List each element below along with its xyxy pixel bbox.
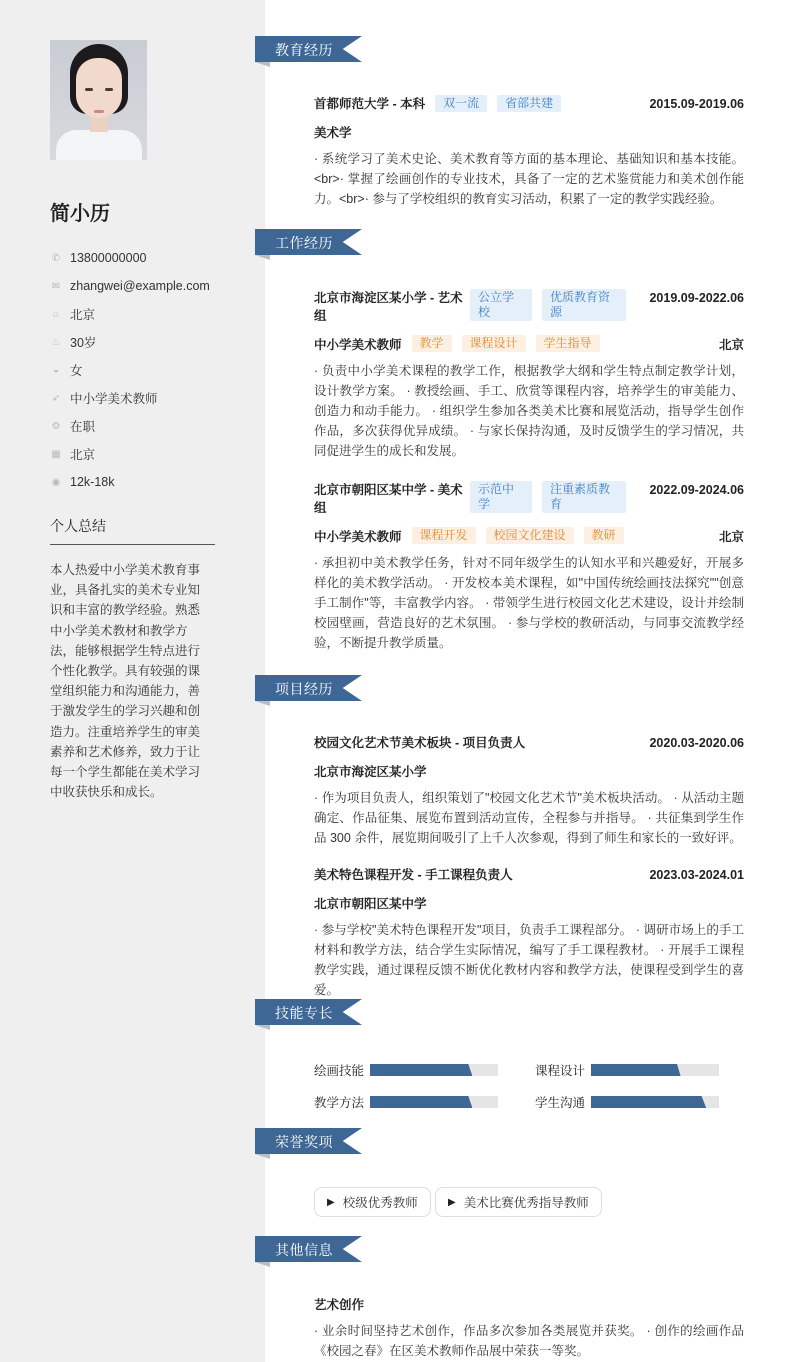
project-org: 北京市海淀区某小学: [314, 765, 427, 779]
tag: 双一流: [435, 95, 487, 112]
candidate-name: 简小历: [50, 203, 110, 225]
salary-icon: ◉: [51, 476, 61, 488]
section-banner-work: 工作经历: [255, 229, 362, 255]
section-banner-skills: 技能专长: [255, 999, 362, 1025]
work-description: · 承担初中美术教学任务，针对不同年级学生的认知水平和兴趣爱好，开展多样化的美术教学活动。 · 开发校本美术课程，如"中国传统绘画技法探究""创意手工制作"等，丰富教学内容。 · 带领学生进行校园文化艺术建设，设计并绘制校园壁画，营造良好的艺术氛围。 · 参与学校的教研活动，与同事交流教学经验，不断提升教学质量。: [314, 556, 744, 650]
contact-gender: ◒ 女: [50, 356, 210, 384]
skill-bar: [591, 1096, 719, 1108]
project-title: 美术特色课程开发 - 手工课程负责人: [314, 868, 513, 882]
contact-home: ⌂ 北京: [50, 300, 210, 328]
tag: 省部共建: [497, 95, 561, 112]
date-range: 2020.03-2020.06: [649, 736, 744, 750]
contact-position: ➶ 中小学美术教师: [51, 392, 158, 406]
location: 北京: [718, 338, 744, 352]
skill-tag: 课程开发: [412, 527, 476, 544]
skill-item: 课程设计: [535, 1061, 719, 1079]
work-entry: [314, 481, 744, 653]
major: 美术学: [314, 126, 352, 140]
other-entry: [314, 1295, 744, 1361]
other-title: 艺术创作: [314, 1298, 365, 1312]
tag: 注重素质教育: [542, 481, 626, 513]
skill-tag: 学生指导: [536, 335, 600, 352]
award-chip[interactable]: ▶ 校级优秀教师: [314, 1187, 431, 1217]
project-title: 校园文化艺术节美术板块 - 项目负责人: [314, 736, 526, 750]
skill-bar: [591, 1064, 719, 1076]
skill-tag: 教学: [412, 335, 452, 352]
mail-icon: ✉: [51, 280, 61, 292]
send-icon: ➶: [51, 392, 61, 404]
date-range: 2015.09-2019.06: [649, 97, 744, 111]
section-banner-education: 教育经历: [255, 36, 362, 62]
cake-icon: ♨: [51, 336, 61, 348]
date-range: 2023.03-2024.01: [649, 868, 744, 882]
summary-title: 个人总结: [50, 518, 106, 534]
gender-icon: ◒: [52, 364, 60, 376]
school-name: 首都师范大学 - 本科: [314, 97, 426, 111]
contact-status: ⚙ 在职: [51, 420, 96, 434]
project-description: · 作为项目负责人，组织策划了"校园文化艺术节"美术板块活动。 · 从活动主题确定、作品征集、展览布置到活动宣传，全程参与并指导。 · 共征集到学生作品 300 余件，展览期间吸引了上千人次参观，得到了师生和家长的一致好评。: [314, 791, 744, 845]
section-banner-other: 其他信息: [255, 1236, 362, 1262]
skill-bar: [370, 1096, 498, 1108]
contact-phone: ✆ 13800000000: [51, 251, 147, 265]
home-icon: ⌂: [52, 308, 60, 320]
building-icon: ▦: [51, 448, 61, 460]
education-description: · 系统学习了美术史论、美术教育等方面的基本理论、基础知识和基本技能。<br>· 掌握了绘画创作的专业技术，具备了一定的艺术鉴赏能力和美术创作能力。<br>· 参与了学校组织的教育实习活动，积累了一定的教学实践经验。: [314, 152, 744, 206]
tag: 公立学校: [470, 289, 532, 321]
work-description: · 负责中小学美术课程的教学工作，根据教学大纲和学生特点制定教学计划，设计教学方案。 · 教授绘画、手工、欣赏等课程内容，培养学生的审美能力、创造力和动手能力。 · 组织学生参加各类美术比赛和展览活动，指导学生创作作品，多次获得优异成绩。 · 与家长保持沟通，及时反馈学生的学习情况，共同促进学生的成长和发展。: [314, 364, 744, 458]
sidebar: [0, 0, 265, 1362]
skill-item: 教学方法: [314, 1093, 498, 1111]
avatar-photo: [50, 40, 147, 160]
skill-tag: 校园文化建设: [486, 527, 574, 544]
contact-list: [50, 244, 210, 496]
company-name: 北京市朝阳区某中学 - 美术组: [314, 483, 463, 515]
other-description: · 业余时间坚持艺术创作，作品多次参加各类展览并获奖。 · 创作的绘画作品《校园之春》在区美术教师作品展中荣获一等奖。: [314, 1324, 744, 1358]
date-range: 2019.09-2022.06: [649, 291, 744, 305]
section-banner-projects: 项目经历: [255, 675, 362, 701]
contact-salary: ◉ 12k-18k: [51, 475, 115, 489]
skill-item: 学生沟通: [535, 1093, 719, 1111]
company-name: 北京市海淀区某小学 - 艺术组: [314, 291, 463, 323]
location: 北京: [718, 530, 744, 544]
tag: 示范中学: [470, 481, 532, 513]
work-entry: [314, 289, 744, 461]
date-range: 2022.09-2024.06: [649, 483, 744, 497]
status-icon: ⚙: [51, 420, 61, 432]
job-title: 中小学美术教师: [314, 338, 402, 352]
award-chip[interactable]: ▶ 美术比赛优秀指导教师: [435, 1187, 602, 1217]
tag: 优质教育资源: [542, 289, 626, 321]
skill-item: 绘画技能: [314, 1061, 498, 1079]
project-description: · 参与学校"美术特色课程开发"项目，负责手工课程部分。 · 调研市场上的手工材料和教学方法，结合学生实际情况，编写了手工课程教材。 · 开展手工课程教学实践，通过课程反馈不断优化教材内容和教学方法，使课程受到学生的喜爱。: [314, 923, 744, 997]
project-org: 北京市朝阳区某中学: [314, 897, 427, 911]
project-entry: [314, 866, 744, 1000]
contact-email: ✉ zhangwei@example.com: [51, 279, 210, 293]
divider: [50, 544, 215, 545]
summary-text: 本人热爱中小学美术教育事业，具备扎实的美术专业知识和丰富的教学经验。熟悉中小学美术教材和教学方法，能够根据学生特点进行个性化教学。具有较强的课堂组织能力和沟通能力，善于激发学生的学习兴趣和创造力。注重培养学生的审美素养和艺术修养，致力于让每一个学生都能在美术学习中收获快乐和成长。: [50, 563, 201, 800]
play-icon: ▶: [327, 1196, 335, 1208]
job-title: 中小学美术教师: [314, 530, 402, 544]
skill-bar: [370, 1064, 498, 1076]
project-entry: [314, 734, 744, 848]
phone-icon: ✆: [51, 252, 61, 264]
skill-tag: 课程设计: [462, 335, 526, 352]
contact-city: ▦ 北京: [51, 448, 96, 462]
education-entry: [314, 95, 744, 209]
play-icon: ▶: [448, 1196, 456, 1208]
skill-tag: 教研: [584, 527, 624, 544]
section-banner-awards: 荣誉奖项: [255, 1128, 362, 1154]
contact-age: ♨ 30岁: [51, 336, 97, 350]
